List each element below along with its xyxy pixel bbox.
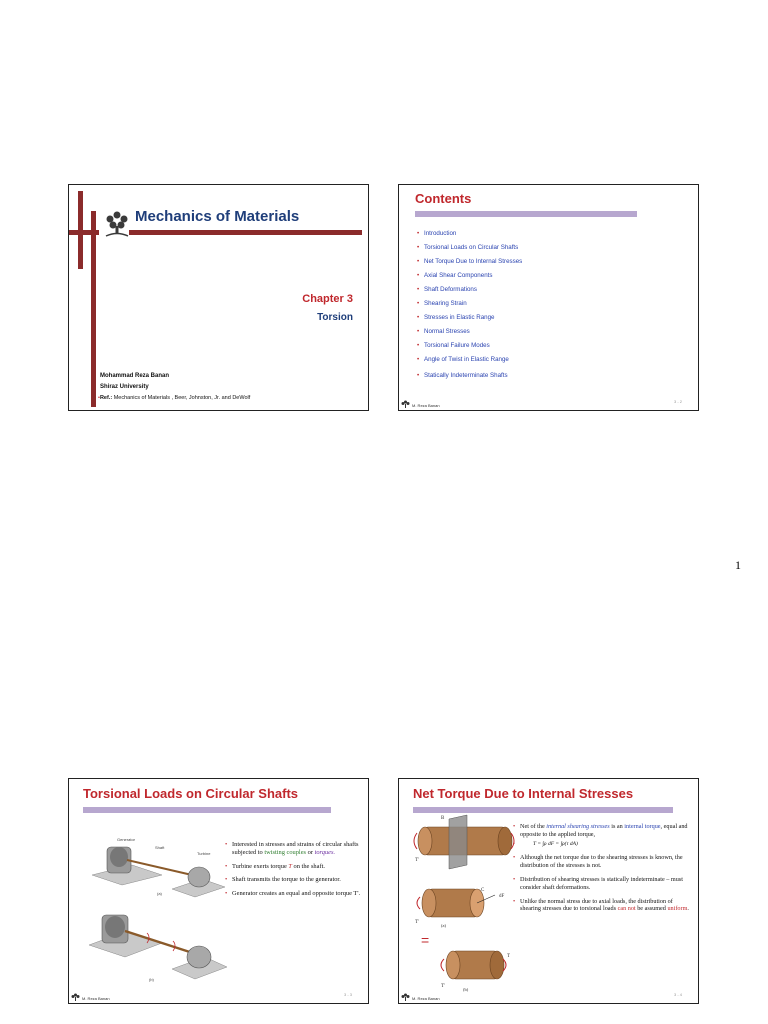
footer-author: M. Reza Banan <box>82 996 110 1001</box>
bullet-list <box>513 823 691 913</box>
highlight-torques: torques. <box>314 849 336 857</box>
shaft-label: Shaft <box>155 845 165 850</box>
contents-item[interactable]: • Net Torque Due to Internal Stresses <box>417 255 522 269</box>
bullet-text: Net of the <box>520 823 547 830</box>
bullet-text: is an <box>609 823 625 830</box>
contents-item[interactable]: • Torsional Loads on Circular Shafts <box>417 241 522 255</box>
slide-torsional-loads <box>68 778 369 1004</box>
footer-logo-icon <box>71 993 80 1001</box>
highlight-internal-shearing-stresses: internal shearing stresses <box>546 823 610 830</box>
fig-b-label: (b) <box>149 977 154 982</box>
bullet-list <box>225 841 363 898</box>
course-title: Mechanics of Materials <box>135 208 300 225</box>
university-name: Shiraz University <box>100 384 149 390</box>
bullet-distribution: • Distribution of shearing stresses is statically indeterminate – must consider shaft deformations. <box>513 876 691 892</box>
bullet-interest <box>225 841 363 858</box>
bullet-text: on the shaft. <box>291 862 325 870</box>
page-number: 1 <box>735 558 741 572</box>
contents-item[interactable]: • Shearing Strain <box>417 297 522 311</box>
equation-line <box>513 841 691 849</box>
slide-contents <box>398 184 699 411</box>
fig-b-label: (b) <box>463 987 469 992</box>
bullet-text: Turbine exerts torque <box>232 862 289 870</box>
heading-underline-bar <box>415 211 637 217</box>
bullet-although: • Although the net torque due to the shearing stresses is known, the distribution of the stresses is not. <box>513 854 691 870</box>
fig-a-label: (a) <box>157 891 162 896</box>
contents-item[interactable]: • Shaft Deformations <box>417 283 522 297</box>
fig-a-label: (a) <box>441 923 446 928</box>
bullet-text: or <box>306 849 315 857</box>
slide-heading: Torsional Loads on Circular Shafts <box>83 786 299 801</box>
reference-line: •Ref.: Mechanics of Materials , Beer, Johnston, Jr. and DeWolf <box>98 395 251 401</box>
turbine-label: Turbine <box>197 851 211 856</box>
slide-title <box>68 184 369 411</box>
bullet-unlike <box>513 898 691 914</box>
fig-label-Tp-b: T' <box>441 984 445 989</box>
contents-list <box>417 227 522 383</box>
slide-heading: Net Torque Due to Internal Stresses <box>413 786 634 801</box>
contents-item[interactable]: • Torsional Failure Modes <box>417 339 522 353</box>
highlight-uniform: uniform <box>667 905 688 913</box>
bullet-shaft: • Shaft transmits the torque to the generator. <box>225 876 363 884</box>
reference-text: Mechanics of Materials , Beer, Johnston, Jr. and DeWolf <box>113 395 251 401</box>
cross-vertical-bar-2 <box>91 211 96 407</box>
cross-horizontal-bar <box>69 230 99 235</box>
fig-label-T: T <box>507 954 511 959</box>
equals-sign: = <box>421 932 430 948</box>
footer-author: M. Reza Banan <box>412 996 440 1001</box>
contents-item[interactable]: • Angle of Twist in Elastic Range <box>417 353 522 367</box>
fig-label-Tp: T' <box>415 858 419 863</box>
slide-net-torque <box>398 778 699 1004</box>
chapter-label: Chapter 3 <box>302 293 353 305</box>
fig-label-Tp-a: T' <box>415 920 419 925</box>
footer-logo-icon <box>401 993 410 1001</box>
bullet-text: , equal and opposite to the applied torque, <box>520 823 688 838</box>
highlight-can-not: can not <box>617 905 636 913</box>
generator-label: Generator <box>117 837 136 842</box>
bullet-turbine <box>225 863 363 871</box>
footer-author: M. Reza Banan <box>412 403 440 408</box>
bullet-net <box>513 823 691 839</box>
bullet-text: be assumed <box>635 905 668 913</box>
contents-item[interactable]: • Normal Stresses <box>417 325 522 339</box>
bullet-text: . <box>687 905 689 913</box>
highlight-torque-T: T <box>288 862 292 870</box>
heading-underline-bar <box>83 807 331 813</box>
contents-item[interactable]: • Stresses in Elastic Range <box>417 311 522 325</box>
slide-number: 3 - 4 <box>673 992 682 997</box>
bullet-text: Unlike the normal stress due to axial loads, the distribution of shearing stresses due to torsional loads <box>520 897 673 913</box>
shaft-torque-figure <box>407 811 517 1003</box>
slide-number: 3 - 3 <box>343 992 352 997</box>
contents-item[interactable]: • Axial Shear Components <box>417 269 522 283</box>
highlight-twisting-couples: twisting couples <box>264 849 307 857</box>
bullet-text: Interested in stresses and strains of circular shafts subjected to <box>232 841 359 857</box>
contents-item[interactable]: • Statically Indeterminate Shafts <box>417 369 522 383</box>
highlight-internal-torque: internal torque <box>624 823 661 830</box>
turbine-generator-figure <box>87 827 227 987</box>
topic-label: Torsion <box>317 312 353 323</box>
fig-label-B: B <box>441 816 445 821</box>
footer-logo-icon <box>401 400 410 408</box>
slide-heading: Contents <box>415 191 472 206</box>
bullet-generator: • Generator creates an equal and opposite torque T'. <box>225 890 363 898</box>
author-name: Mohammad Reza Banan <box>100 373 170 379</box>
title-underline-bar <box>129 230 362 235</box>
fig-label-C: C <box>481 888 485 893</box>
university-logo-icon <box>103 209 131 239</box>
reference-label: Ref.: <box>99 395 113 401</box>
contents-item[interactable]: • Introduction <box>417 227 522 241</box>
fig-label-dF: dF <box>499 894 505 899</box>
slide-number: 3 - 2 <box>673 399 682 404</box>
torque-equation: T = ∫ρ dF = ∫ρ(τ dA) <box>533 840 578 847</box>
